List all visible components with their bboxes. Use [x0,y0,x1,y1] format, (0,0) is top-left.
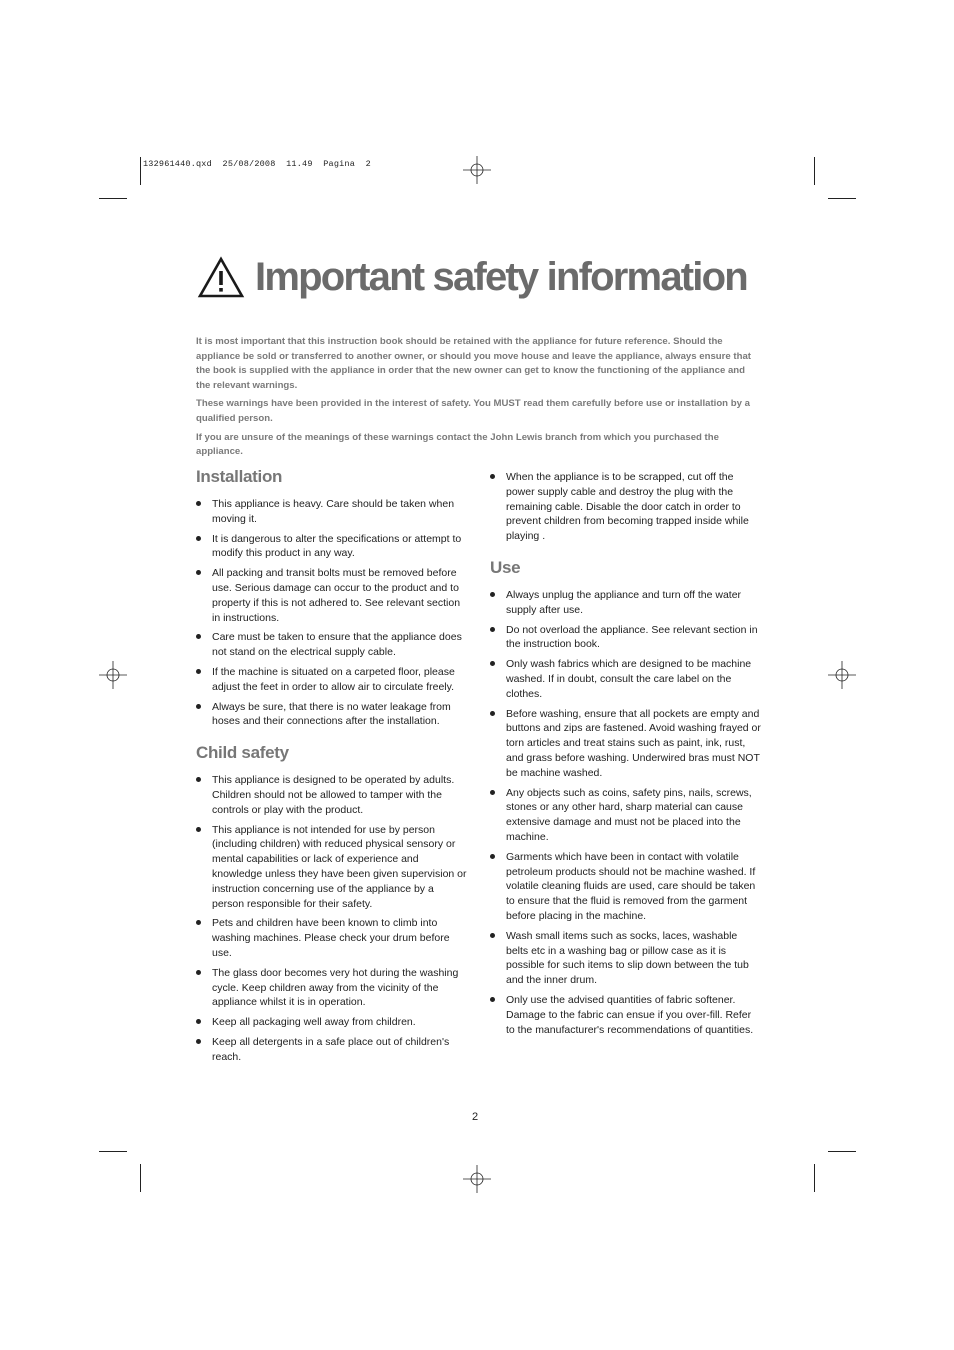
list-item: Keep all packaging well away from children. [196,1015,468,1030]
installation-section [196,466,468,729]
registration-mark-left-icon [99,661,127,689]
list-item: Do not overload the appliance. See relevant section in the instruction book. [490,623,762,653]
crop-mark-top-right-vertical [814,157,815,185]
list-item: When the appliance is to be scrapped, cut off the power supply cable and destroy the plug with the remaining cable. Disable the door catch in order to prevent children from becoming trapped inside while playing . [490,470,762,544]
crop-mark-top-left-horizontal [99,198,127,199]
crop-mark-top-right-horizontal [828,198,856,199]
page-number: 2 [472,1111,479,1123]
crop-mark-bottom-right-vertical [814,1164,815,1192]
list-item: If the machine is situated on a carpeted floor, please adjust the feet in order to allow air to circulate freely. [196,665,468,695]
installation-heading: Installation [196,467,283,486]
list-item: Before washing, ensure that all pockets are empty and buttons and zips are fastened. Avoid washing frayed or torn articles and treat stains such as paint, ink, rust, and grass before washing. Underwired bras must NOT be machine washed. [490,707,762,781]
intro-text [196,335,761,464]
print-slug: 132961440.qxd 25/08/2008 11.49 Pagina 2 [143,159,371,169]
page-header [197,250,747,304]
crop-mark-bottom-left-vertical [140,1164,141,1192]
list-item: Care must be taken to ensure that the appliance does not stand on the electrical supply cable. [196,630,468,660]
list-item: Any objects such as coins, safety pins, nails, screws, stones or any other hard, sharp material can cause extensive damage and must not be placed into the machine. [490,786,762,845]
crop-mark-top-left-vertical [140,157,141,185]
scrapping-list [490,470,762,544]
crop-mark-bottom-left-horizontal [99,1151,127,1152]
warning-triangle-icon [197,255,245,299]
use-section [490,557,762,1037]
installation-list [196,497,468,729]
use-heading: Use [490,557,521,577]
intro-paragraph: If you are unsure of the meanings of these warnings contact the John Lewis branch from which you purchased the appliance. [196,431,719,458]
list-item: Garments which have been in contact with volatile petroleum products should not be machine washed. If volatile cleaning fluids are used, care should be taken to ensure that the fluid is removed from the garment before placing in the machine. [490,850,762,924]
list-item: Wash small items such as socks, laces, washable belts etc in a washing bag or pillow case as it is possible for such items to slip down between the tub and the inner drum. [490,929,762,988]
crop-mark-bottom-right-horizontal [828,1151,856,1152]
list-item: Pets and children have been known to climb into washing machines. Please check your drum before use. [196,916,468,960]
left-column [196,466,468,1070]
registration-mark-top-icon [463,156,491,184]
page-title: Important safety information [255,255,747,299]
registration-mark-bottom-icon [463,1165,491,1193]
list-item: Only use the advised quantities of fabric softener. Damage to the fabric can ensue if you over-fill. Refer to the manufacturer's recommendations of quantities. [490,993,762,1037]
list-item: This appliance is heavy. Care should be taken when moving it. [196,497,468,527]
list-item: Keep all detergents in a safe place out of children's reach. [196,1035,468,1065]
list-item: All packing and transit bolts must be removed before use. Serious damage can occur to the product and to property if this is not adhered to. See relevant section in instructions. [196,566,468,625]
list-item: This appliance is not intended for use by person (including children) with reduced physical sensory or mental capabilities or lack of experience and knowledge unless they have been given supervision or instruction concerning use of the appliance by a person responsible for their safety. [196,823,468,912]
list-item: Always unplug the appliance and turn off the water supply after use. [490,588,762,618]
child-safety-heading: Child safety [196,743,289,763]
list-item: It is dangerous to alter the specifications or attempt to modify this product in any way. [196,532,468,562]
list-item: This appliance is designed to be operated by adults. Children should not be allowed to tamper with the controls or play with the product. [196,773,468,817]
intro-paragraph: It is most important that this instruction book should be retained with the appliance for future reference. Should the appliance be sold or transferred to another owner, or should you move house and leave the appliance, always ensure that the book is supplied with the appliance in order that the new owner can get to know the functioning of the appliance and the relevant warnings. [196,336,751,391]
right-column [490,470,762,1042]
registration-mark-right-icon [828,661,856,689]
use-list [490,588,762,1037]
list-item: The glass door becomes very hot during the washing cycle. Keep children away from the vicinity of the appliance whilst it is in operation. [196,966,468,1010]
child-safety-list [196,773,468,1064]
intro-paragraph: These warnings have been provided in the interest of safety. You MUST read them carefully before use or installation by a qualified person. [196,398,750,424]
child-safety-section [196,742,468,1064]
list-item: Only wash fabrics which are designed to be machine washed. If in doubt, consult the care label on the clothes. [490,657,762,701]
list-item: Always be sure, that there is no water leakage from hoses and their connections after the installation. [196,700,468,730]
